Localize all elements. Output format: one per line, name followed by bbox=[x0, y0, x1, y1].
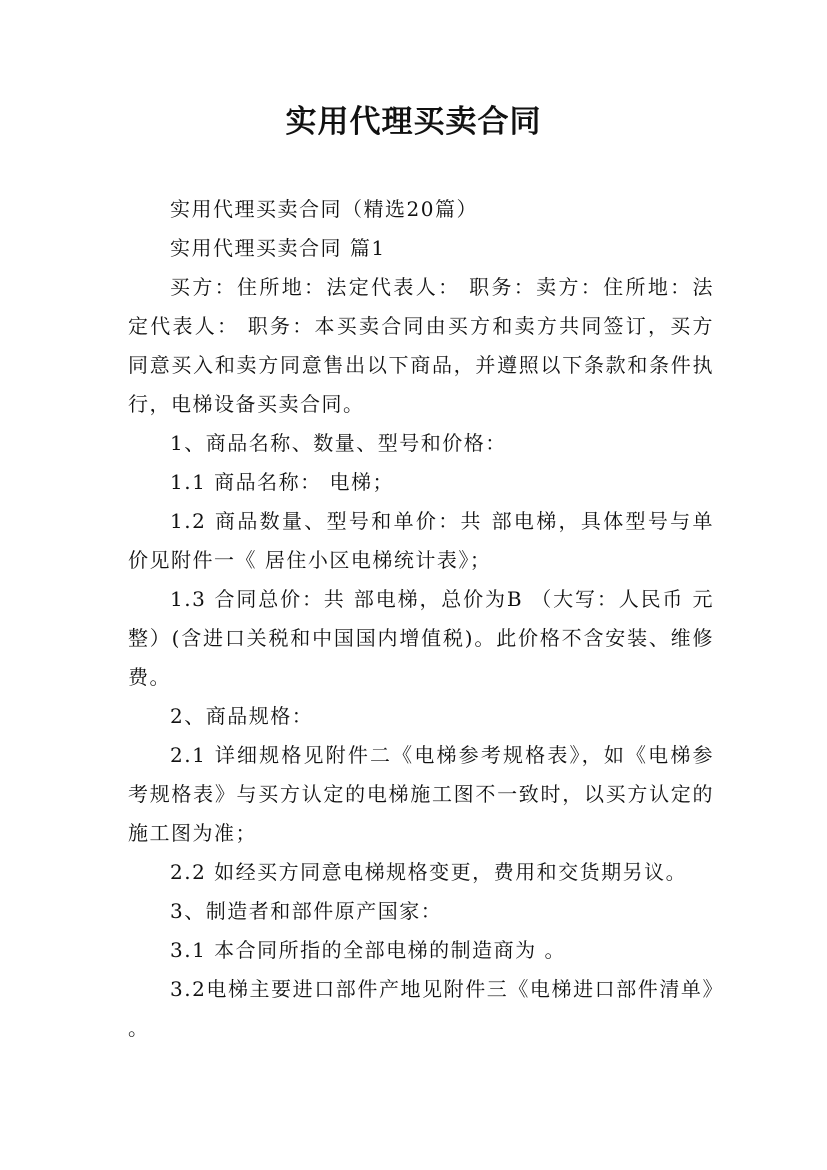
paragraph-clause-3: 3、制造者和部件原产国家： bbox=[170, 899, 443, 923]
paragraph-clause-2: 2、商品规格： bbox=[170, 704, 314, 728]
paragraph-clause-3-2: 3.2电梯主要进口部件产地见附件三《电梯进口部件清单》。 bbox=[128, 977, 714, 1040]
paragraph-clause-3-1: 3.1 本合同所指的全部电梯的制造商为 。 bbox=[170, 938, 567, 962]
paragraph-section-heading: 实用代理买卖合同 篇1 bbox=[170, 236, 386, 260]
document-title: 实用代理买卖合同 bbox=[285, 104, 542, 140]
paragraph-clause-2-2: 2.2 如经买方同意电梯规格变更，费用和交货期另议。 bbox=[170, 860, 688, 884]
paragraph-clause-2-1: 2.1 详细规格见附件二《电梯参考规格表》，如《电梯参考规格表》与买方认定的电梯施工图不一致时，以买方认定的施工图为准； bbox=[128, 743, 714, 845]
paragraph-clause-1-1: 1.1 商品名称： 电梯； bbox=[170, 470, 395, 494]
paragraph-clause-1: 1、商品名称、数量、型号和价格： bbox=[170, 431, 507, 455]
paragraph-parties: 买方：住所地：法定代表人： 职务：卖方：住所地：法定代表人： 职务：本买卖合同由买方和卖方共同签订，买方同意买入和卖方同意售出以下商品，并遵照以下条款和条件执行，电梯设备买卖合同。 bbox=[128, 275, 714, 416]
document-body bbox=[128, 190, 714, 1048]
paragraph-clause-1-2: 1.2 商品数量、型号和单价：共 部电梯，具体型号与单价见附件一《 居住小区电梯统计表》； bbox=[128, 509, 714, 572]
paragraph-subtitle: 实用代理买卖合同（精选20篇） bbox=[170, 197, 478, 221]
paragraph-clause-1-3: 1.3 合同总价：共 部电梯，总价为B （大写：人民币 元整）(含进口关税和中国国内增值税)。此价格不含安装、维修费。 bbox=[128, 587, 714, 689]
